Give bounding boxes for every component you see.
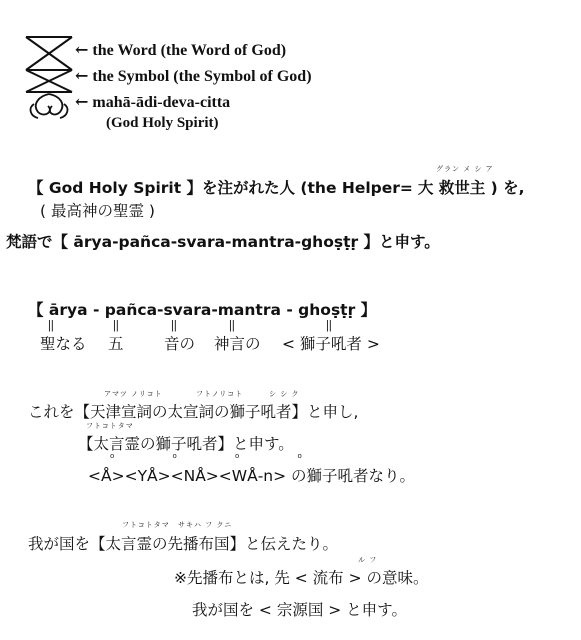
meaning-3: 音の [164,335,196,353]
vowel-marks: o o o o [110,452,330,460]
intro-line-2: ( 最高神の聖霊 ) [40,202,155,220]
symbol-label: ← the Symbol (the Symbol of God) [75,66,312,85]
spirit-swirl-icon [31,94,68,118]
equals-bar: || [48,317,54,332]
para2-note: ※先播布とは, 先 < 流布 > の意味。 [174,569,429,587]
symbol-hourglass-icon [26,70,72,92]
para2-line1: 我が国を【太言霊の先播布国】と伝えたり。 [28,535,339,553]
para1-line1: これを【天津宣詞の太宣詞の獅子吼者】と申し, [28,403,359,421]
equals-bar: || [229,317,235,332]
para1-line2: 【太言霊の獅子吼者】と申す。 [78,435,294,453]
meaning-4: 神言の [214,335,261,353]
ruby-rufu: ル フ [358,556,378,564]
breakdown-terms: 【 ārya - pañca-svara-mantra - ghoṣṭṛ 】 [28,301,377,319]
ruby-futonorikoto: フトノリコト [196,390,244,398]
ruby-amatsu: アマツ ノリコト [104,390,163,398]
ruby-sakihafukuni: サキハ フ クニ [178,521,233,529]
para2-line3: 我が国を < 宗源国 > と申す。 [192,601,407,619]
para1-line3: <Å><YÅ><NÅ><WÅ-n> の獅子吼者なり。 [88,467,416,485]
meaning-1: 聖なる [40,335,87,353]
equals-bar: || [113,317,119,332]
ruby-futokototama-2: フトコトタマ [122,521,170,529]
meaning-5: < 獅子吼者 > [282,335,380,353]
word-hourglass-icon [26,37,72,70]
spirit-sublabel: (God Holy Spirit) [106,115,219,131]
equals-bar: || [171,317,177,332]
meaning-2: 五 [108,335,124,353]
left-arrow-icon: ← [75,40,89,59]
left-arrow-icon: ← [75,92,89,111]
left-arrow-icon: ← [75,66,89,85]
sanskrit-line: 梵語で【 ārya-pañca-svara-mantra-ghoṣṭṛ 】と申す。 [6,233,440,251]
ruby-futokototama: フトコトタマ [86,422,134,430]
ruby-shishiku: シ シ ク [269,390,300,398]
spirit-label: ← mahā-ādi-deva-citta [75,92,231,111]
helper-ruby: グラン メ シ ア [436,165,494,173]
intro-line: 【 God Holy Spirit 】を注がれた人 (the Helper= 大 救世主 ) を, [28,179,525,197]
word-label: ← the Word (the Word of God) [75,40,287,59]
equals-bar: || [326,317,332,332]
